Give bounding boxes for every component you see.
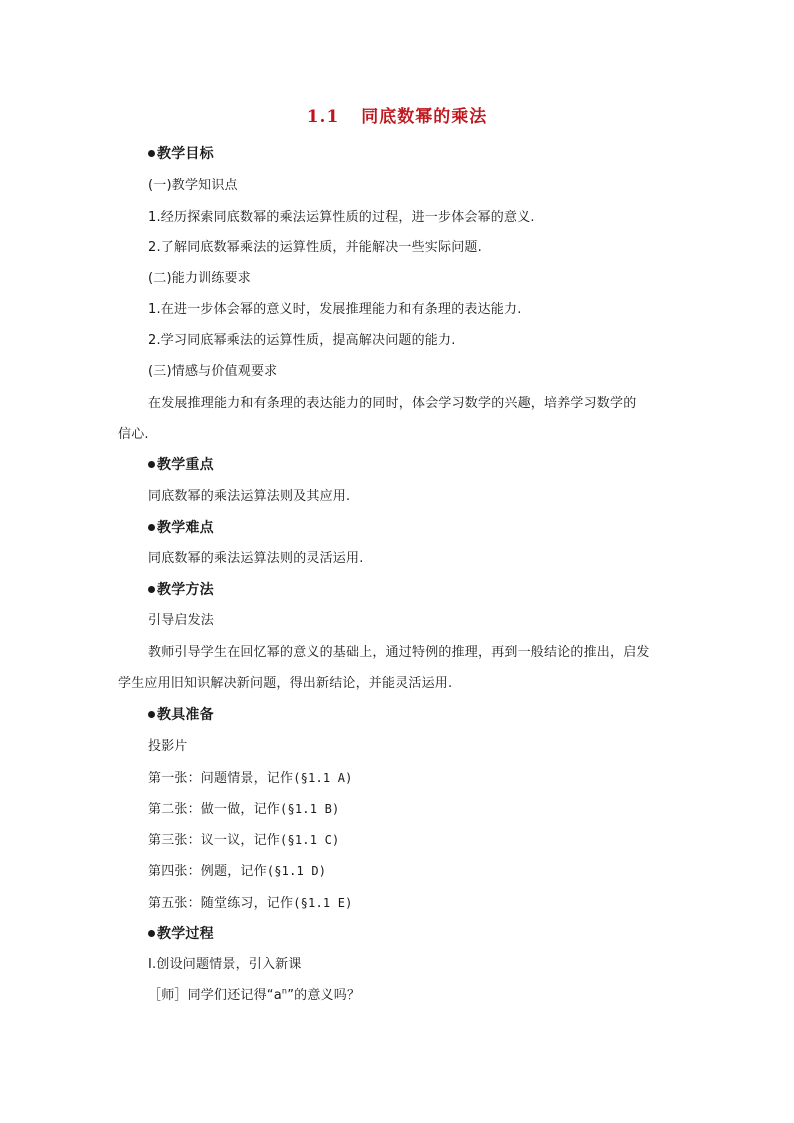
paragraph-line: 教师引导学生在回忆幂的意义的基础上，通过特例的推理，再到一般结论的推出，启发 — [148, 645, 650, 660]
bullet-icon — [148, 711, 155, 718]
subheading-emotion: (三)情感与价值观要求 — [148, 364, 278, 379]
title-text: 同底数幂的乘法 — [361, 107, 488, 127]
teacher-tag: ［师］ — [148, 988, 188, 1003]
slide-item: 第二张：做一做，记作(§1.1 B) — [148, 802, 340, 817]
slide-item: 第四张：例题，记作(§1.1 D) — [148, 864, 327, 879]
key-points-text: 同底数幂的乘法运算法则及其应用. — [148, 489, 351, 504]
list-item: 2.学习同底幂乘法的运算性质，提高解决问题的能力. — [148, 333, 456, 348]
heading-process: 教学过程 — [148, 926, 214, 942]
tools-name: 投影片 — [148, 739, 188, 754]
process-step: Ⅰ.创设问题情景，引入新课 — [148, 957, 302, 972]
slide-item: 第一张：问题情景，记作(§1.1 A) — [148, 771, 353, 786]
bullet-icon — [148, 930, 155, 937]
heading-tools: 教具准备 — [148, 707, 214, 723]
bullet-icon — [148, 524, 155, 531]
paragraph-line: 在发展推理能力和有条理的表达能力的同时，体会学习数学的兴趣，培养学习数学的 — [148, 396, 637, 411]
section-number: 1.1 — [306, 107, 340, 127]
bullet-icon — [148, 461, 155, 468]
heading-method: 教学方法 — [148, 582, 214, 598]
paragraph-line: 信心. — [118, 427, 149, 442]
subheading-knowledge: (一)教学知识点 — [148, 178, 238, 193]
method-name: 引导启发法 — [148, 613, 215, 628]
heading-goals: 教学目标 — [148, 146, 214, 162]
difficulties-text: 同底数幂的乘法运算法则的灵活运用. — [148, 551, 364, 566]
paragraph-line: 学生应用旧知识解决新问题，得出新结论，并能灵活运用. — [118, 676, 453, 691]
list-item: 2.了解同底数幂乘法的运算性质，并能解决一些实际问题. — [148, 240, 482, 255]
bullet-icon — [148, 586, 155, 593]
list-item: 1.经历探索同底数幂的乘法运算性质的过程，进一步体会幂的意义. — [148, 210, 535, 225]
exponent: n — [281, 986, 288, 996]
list-item: 1.在进一步体会幂的意义时，发展推理能力和有条理的表达能力. — [148, 302, 522, 317]
slide-item: 第三张：议一议，记作(§1.1 C) — [148, 833, 340, 848]
page-title — [0, 106, 794, 128]
teacher-dialogue: ［师］同学们还记得“$a^n$”的意义吗？ — [148, 986, 361, 1003]
subheading-ability: (二)能力训练要求 — [148, 271, 251, 286]
heading-key-points: 教学重点 — [148, 457, 214, 473]
slide-item: 第五张：随堂练习，记作(§1.1 E) — [148, 896, 353, 911]
heading-difficulties: 教学难点 — [148, 520, 214, 536]
bullet-icon — [148, 150, 155, 157]
